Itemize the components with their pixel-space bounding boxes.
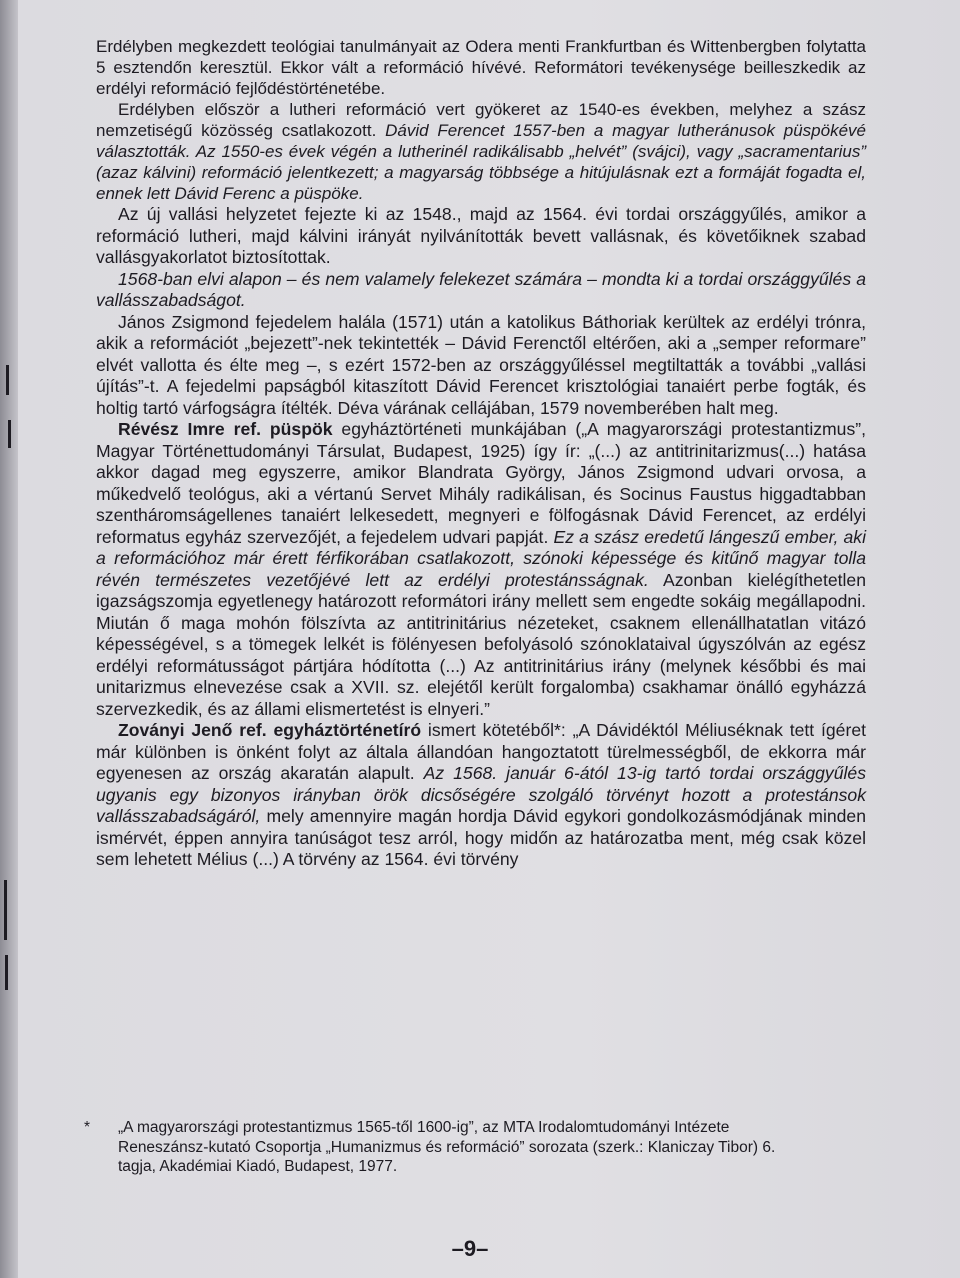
paragraph: 1568-ban elvi alapon – és nem valamely felekezet számára – mondta ki a tordai országgyűlés a vallásszabadságot. [96,268,866,310]
footnote-marker: * [84,1119,91,1136]
paragraph: János Zsigmond fejedelem halála (1571) után a katolikus Báthoriak kerültek az erdélyi trónra, akik a reformációt „bejezett”-nek tekintették – Dávid Ferenctől eltérően, aki a „semper reformare” elvét vallotta és élte meg –, s ezért 1572-ben az országgyűléssel megtiltatták a további „vallási újítás”-t. A fejedelmi papságból kitaszított Dávid Ferencet krisztológiai tanaiért perbe fogták, és holtig tartó várfogságra ítélték. Déva várának cellájában, 1579 novemberében halt meg. [96,311,866,418]
upper-smaller-block [96,36,866,204]
paragraph: Erdélyben megkezdett teológiai tanulmányait az Odera menti Frankfurtban és Wittenbergben folytatta 5 esztendőn keresztül. Ekkor vált a reformáció hívévé. Reformátori tevékenysége beilleszkedik az erdélyi reformáció fejlődéstörténetébe. [96,37,866,98]
body-text [96,36,866,871]
page-binding-edge [0,0,18,1278]
paragraph: Erdélyben először a lutheri reformáció vert gyökeret az 1540-es években, melyhez a szász nemzetiségű közösség csatlakozott. Dávid Ferencet 1557-ben a magyar lutheránusok püspökévé választották. Az 1550-es évek végén a lutherinél radikálisabb „helvét” (svájci), vagy „sacramentarius” (azaz kálvini) reformáció jelentkezett; a magyarság többsége a hitújulásnak ezt a formáját fogadta el, ennek lett Dávid Ferenc a püspöke. [96,100,866,203]
paragraph: Az új vallási helyzetet fejezte ki az 1548., majd az 1564. évi tordai országgyűlés, amikor a reformáció lutheri, majd kálvini irányát nyilvánították bevett vallásnak, és követőiknek szabad vallásgyakorlatot biztosítottak. [96,204,866,267]
paragraph: Zoványi Jenő ref. egyháztörténetíró ismert kötetéből*: „A Dávidéktól Méliuséknak tett ígéret már különben is önként folyt az általa állandóan hangoztatott türelmességből, de ekkorra már egyenesen az ország akaratán alapult. Az 1568. január 6-ától 13-ig tartó tordai országgyűlés ugyanis egy bizonyos irányban örök dicsőségére szolgáló törvényt hozott a protestánsok vallásszabadságáról, mely amennyire magán hordja Dávid egykori gondolkozásmódjának minden ismérvét, éppen annyira tanúságot tesz arról, hogy midőn az határozatba ment, még csak közel sem lehetett Mélius (...) A törvény az 1564. évi törvény [96,720,867,869]
footnote-text: „A magyarországi protestantizmus 1565-től 1600-ig”, az MTA Irodalomtudományi Intézete Reneszánsz-kutató Csoportja „Humanizmus és reformáció” sorozata (szerk.: Klaniczay Tibor) 6. tagja, Akadémiai Kiadó, Budapest, 1977. [118,1119,776,1175]
margin-mark [6,365,9,395]
paragraph: Révész Imre ref. püspök egyháztörténeti munkájában („A magyarországi protestantizmus”, Magyar Történettudományi Társulat, Budapest, 1925) így ír: „(...) az antitrinitarizmus(...) hatása akkor dagad meg egyszerre, amikor Blandrata György, János Zsigmond udvari orvosa, a műkedvelő teológus, aki a vértanú Servet Mihály radikálisan, és Socinus Faustus higgadtabban szentháromságellenes tanaiért lelkesedett, megnyeri e fölfogásnak Dávid Ferencet, az erdélyi reformatus egyház szervezőjét, a fejedelem udvari papját. Ez a szász eredetű lángeszű ember, aki a reformációhoz már érett férfikorában csatlakozott, szónoki képessége és kitűnő magyar tolla révén természetes vezetőjévé lett az erdélyi protestánsságnak. Azonban kielégíthetetlen igazságszomja egyetlenegy határozott reformátori irány mellett sem engedte sokáig megállapodni. Miután ő maga mohón fölszívta az antitrinitárius nézeteket, csaknem ellenállhatatlan vitázó képességével, s a tömegek lelkét is fölényesen befolyásoló szónoklataival úgyszólván az egész erdélyi reformátusságot pártjára hódította (...) Az antitrinitárius irány (melynek későbbi és mai unitarizmus elnevezése csak a XVII. sz. elejétől került forgalomba) csakhamar önálló egyházzá szervezkedik, és az állami elismertetést is elnyeri.” [96,419,867,719]
margin-mark [5,955,8,990]
margin-mark [4,880,7,940]
footnote [84,1118,812,1177]
page-number: –9– [451,1236,489,1261]
margin-mark [8,420,11,448]
